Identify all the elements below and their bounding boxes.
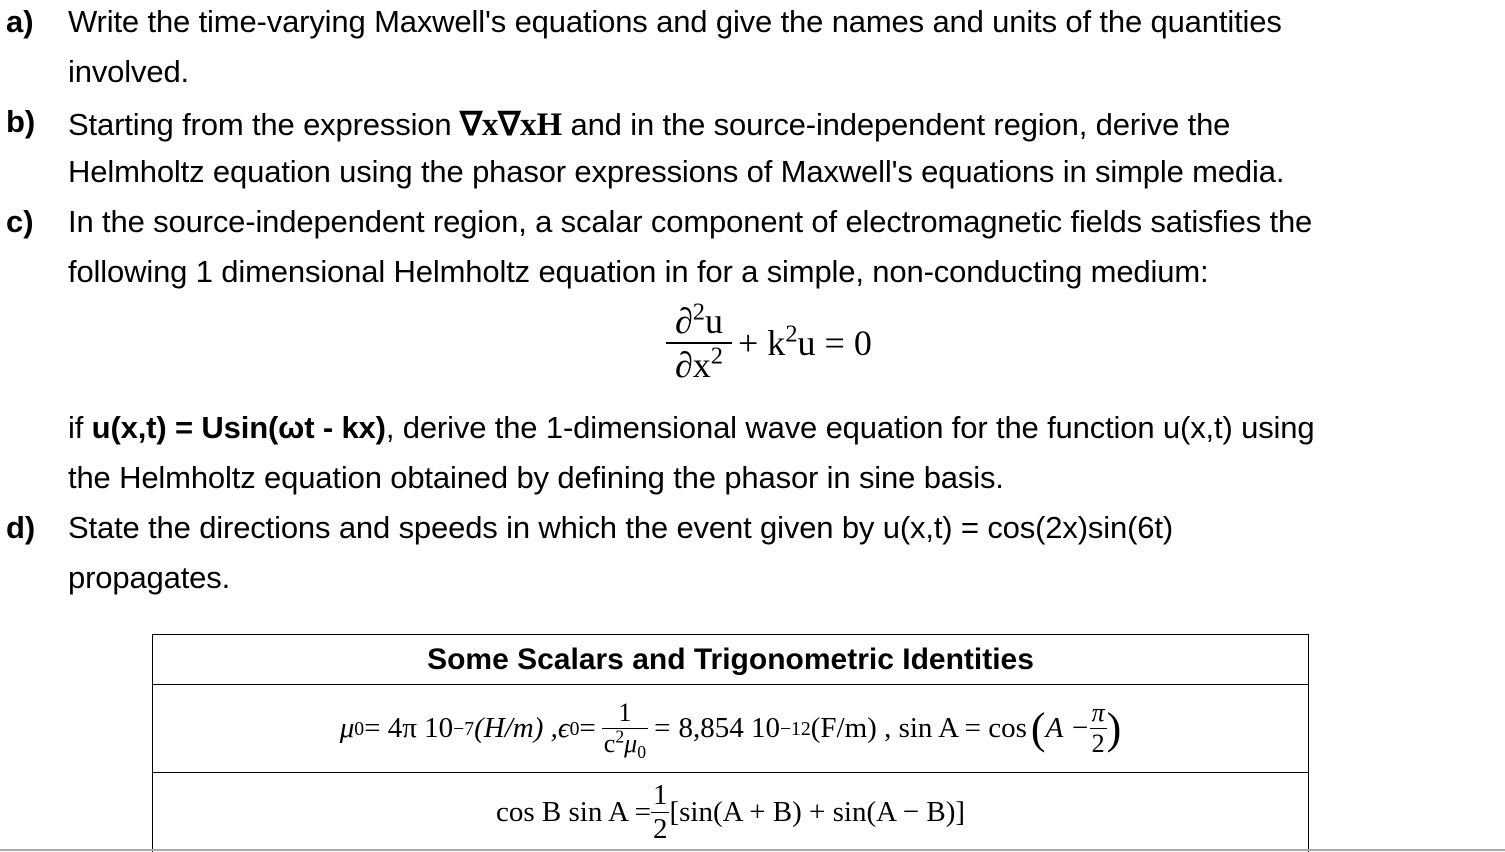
question-a-line-2: involved.: [68, 54, 190, 89]
helmholtz-equation: [666, 300, 872, 386]
question-c-line-1: In the source-independent region, a scalar component of electromagnetic fields satisfies the: [68, 204, 1313, 239]
question-b-label: b): [6, 104, 36, 139]
table-row-constants: μ 0 = 4π 10 −7 (H/m) , ϵ 0 = $\frac{1}{c^2\mu_0}$ = 8,854 10 −12 (F/m) , sin A = cos ( A − $\frac{\pi}{2}$ ): [153, 684, 1308, 772]
permittivity-fraction: $\frac{1}{c^2\mu_0}$: [603, 697, 647, 763]
scalars-identities-table: [152, 634, 1309, 852]
question-c-line-3: if u(x,t) = Usin(ωt - kx), derive the 1-dimensional wave equation for the function u(x,t) using: [68, 410, 1315, 445]
curl-curl-h-expression: ∇x∇xH: [459, 107, 563, 143]
table-row-identity: cos B sin A = $\frac{1}{2}$ [sin(A + B) + sin(A − B)]: [153, 772, 1308, 852]
one-half-fraction: $\frac{1}{2}$: [652, 778, 668, 846]
question-d-line-1: State the directions and speeds in which the event given by u(x,t) = cos(2x)sin(6t): [68, 510, 1173, 545]
question-a-label: a): [6, 4, 34, 39]
question-b-text-pre: Starting from the expression: [68, 107, 460, 142]
question-c-label: c): [6, 204, 34, 239]
fraction-numerator: ∂$^2$u: [674, 298, 724, 341]
question-b-text-post: and in the source-independent region, derive the: [562, 107, 1231, 142]
question-d-label: d): [6, 510, 36, 545]
question-b-line-1: [68, 104, 1230, 144]
fraction-denominator: $\partial x^2$: [674, 342, 724, 385]
equation-rhs: + $k^2u = 0$: [738, 320, 872, 363]
question-a-line-1: Write the time-varying Maxwell's equations and give the names and units of the quantities: [68, 4, 1282, 39]
second-derivative-fraction: [666, 300, 732, 386]
question-d-line-2: propagates.: [68, 560, 231, 595]
pi-over-two-fraction: $\frac{\pi}{2}$: [1091, 698, 1105, 758]
question-c-line-4: the Helmholtz equation obtained by defining the phasor in sine basis.: [68, 460, 1004, 495]
page-bottom-border: [0, 849, 1505, 851]
table-header: Some Scalars and Trigonometric Identities: [153, 634, 1308, 684]
question-c-line-2: following 1 dimensional Helmholtz equation in for a simple, non-conducting medium:: [68, 254, 1209, 289]
wave-function-definition: u(x,t) = Usin(ωt - kx): [91, 410, 386, 445]
question-b-line-2: Helmholtz equation using the phasor expressions of Maxwell's equations in simple media.: [68, 154, 1285, 189]
